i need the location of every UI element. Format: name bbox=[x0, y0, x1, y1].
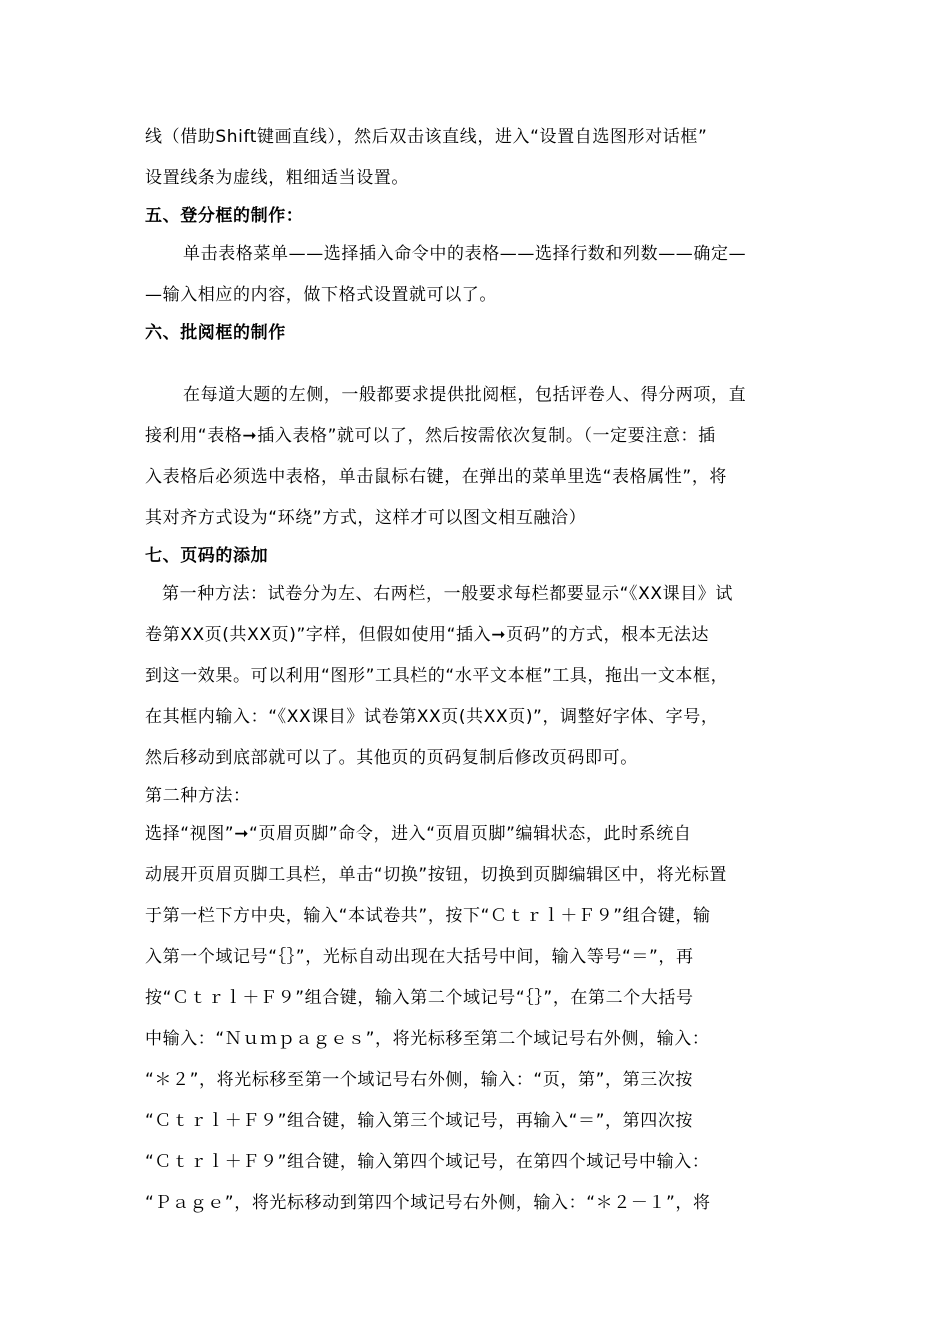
text-line: 设置线条为虚线，粗细适当设置。 bbox=[145, 168, 409, 188]
text-line: “Ｃｔｒｌ＋Ｆ９”组合键，输入第四个域记号，在第四个域记号中输入： bbox=[145, 1152, 710, 1172]
text-line: 到这一效果。可以利用“图形”工具栏的“水平文本框”工具，拖出一文本框， bbox=[145, 666, 729, 686]
text-line: 在每道大题的左侧，一般都要求提供批阅框，包括评卷人、得分两项，直 bbox=[183, 385, 747, 405]
text-line: 第二种方法： bbox=[145, 786, 251, 806]
text-line: 接利用“表格➞插入表格”就可以了，然后按需依次复制。（一定要注意：插 bbox=[145, 426, 716, 446]
text-line: —输入相应的内容，做下格式设置就可以了。 bbox=[145, 285, 497, 305]
section-heading-6: 六、批阅框的制作 bbox=[145, 323, 286, 343]
text-line: 在其框内输入：“《XX课目》试卷第XX页(共XX页)”，调整好字体、字号， bbox=[145, 707, 719, 727]
text-line: 动展开页眉页脚工具栏，单击“切换”按钮，切换到页脚编辑区中，将光标置 bbox=[145, 865, 728, 885]
text-line: 于第一栏下方中央，输入“本试卷共”，按下“Ｃｔｒｌ＋Ｆ９”组合键，输 bbox=[145, 906, 711, 926]
text-line: 入第一个域记号“｛｝”，光标自动出现在大括号中间，输入等号“＝”，再 bbox=[145, 947, 694, 967]
text-line: 其对齐方式设为“环绕”方式，这样才可以图文相互融洽） bbox=[145, 508, 587, 528]
text-line: 卷第XX页(共XX页)”字样，但假如使用“插入➞页码”的方式，根本无法达 bbox=[145, 625, 710, 645]
text-line: “Ｐａｇｅ”，将光标移动到第四个域记号右外侧，输入：“＊２－１”，将 bbox=[145, 1193, 711, 1213]
section-heading-5: 五、登分框的制作： bbox=[145, 206, 304, 226]
text-line: 入表格后必须选中表格，单击鼠标右键，在弹出的菜单里选“表格属性”，将 bbox=[145, 467, 728, 487]
text-line: “＊２”，将光标移至第一个域记号右外侧，输入：“页，第”，第三次按 bbox=[145, 1070, 694, 1090]
section-heading-7: 七、页码的添加 bbox=[145, 546, 269, 566]
text-line: 中输入：“Ｎｕｍｐａｇｅｓ”，将光标移至第二个域记号右外侧，输入： bbox=[145, 1029, 710, 1049]
text-line: 选择“视图”➞“页眉页脚”命令，进入“页眉页脚”编辑状态，此时系统自 bbox=[145, 824, 692, 844]
text-line: 线（借助Shift键画直线），然后双击该直线，进入“设置自选图形对话框” bbox=[145, 127, 708, 147]
text-line: “Ｃｔｒｌ＋Ｆ９”组合键，输入第三个域记号，再输入“＝”，第四次按 bbox=[145, 1111, 694, 1131]
text-line: 单击表格菜单——选择插入命令中的表格——选择行数和列数——确定— bbox=[183, 244, 747, 264]
text-line: 第一种方法：试卷分为左、右两栏，一般要求每栏都要显示“《XX课目》试 bbox=[162, 584, 733, 604]
text-line: 按“Ｃｔｒｌ＋Ｆ９”组合键，输入第二个域记号“｛｝”，在第二个大括号 bbox=[145, 988, 694, 1008]
text-line: 然后移动到底部就可以了。其他页的页码复制后修改页码即可。 bbox=[145, 748, 638, 768]
